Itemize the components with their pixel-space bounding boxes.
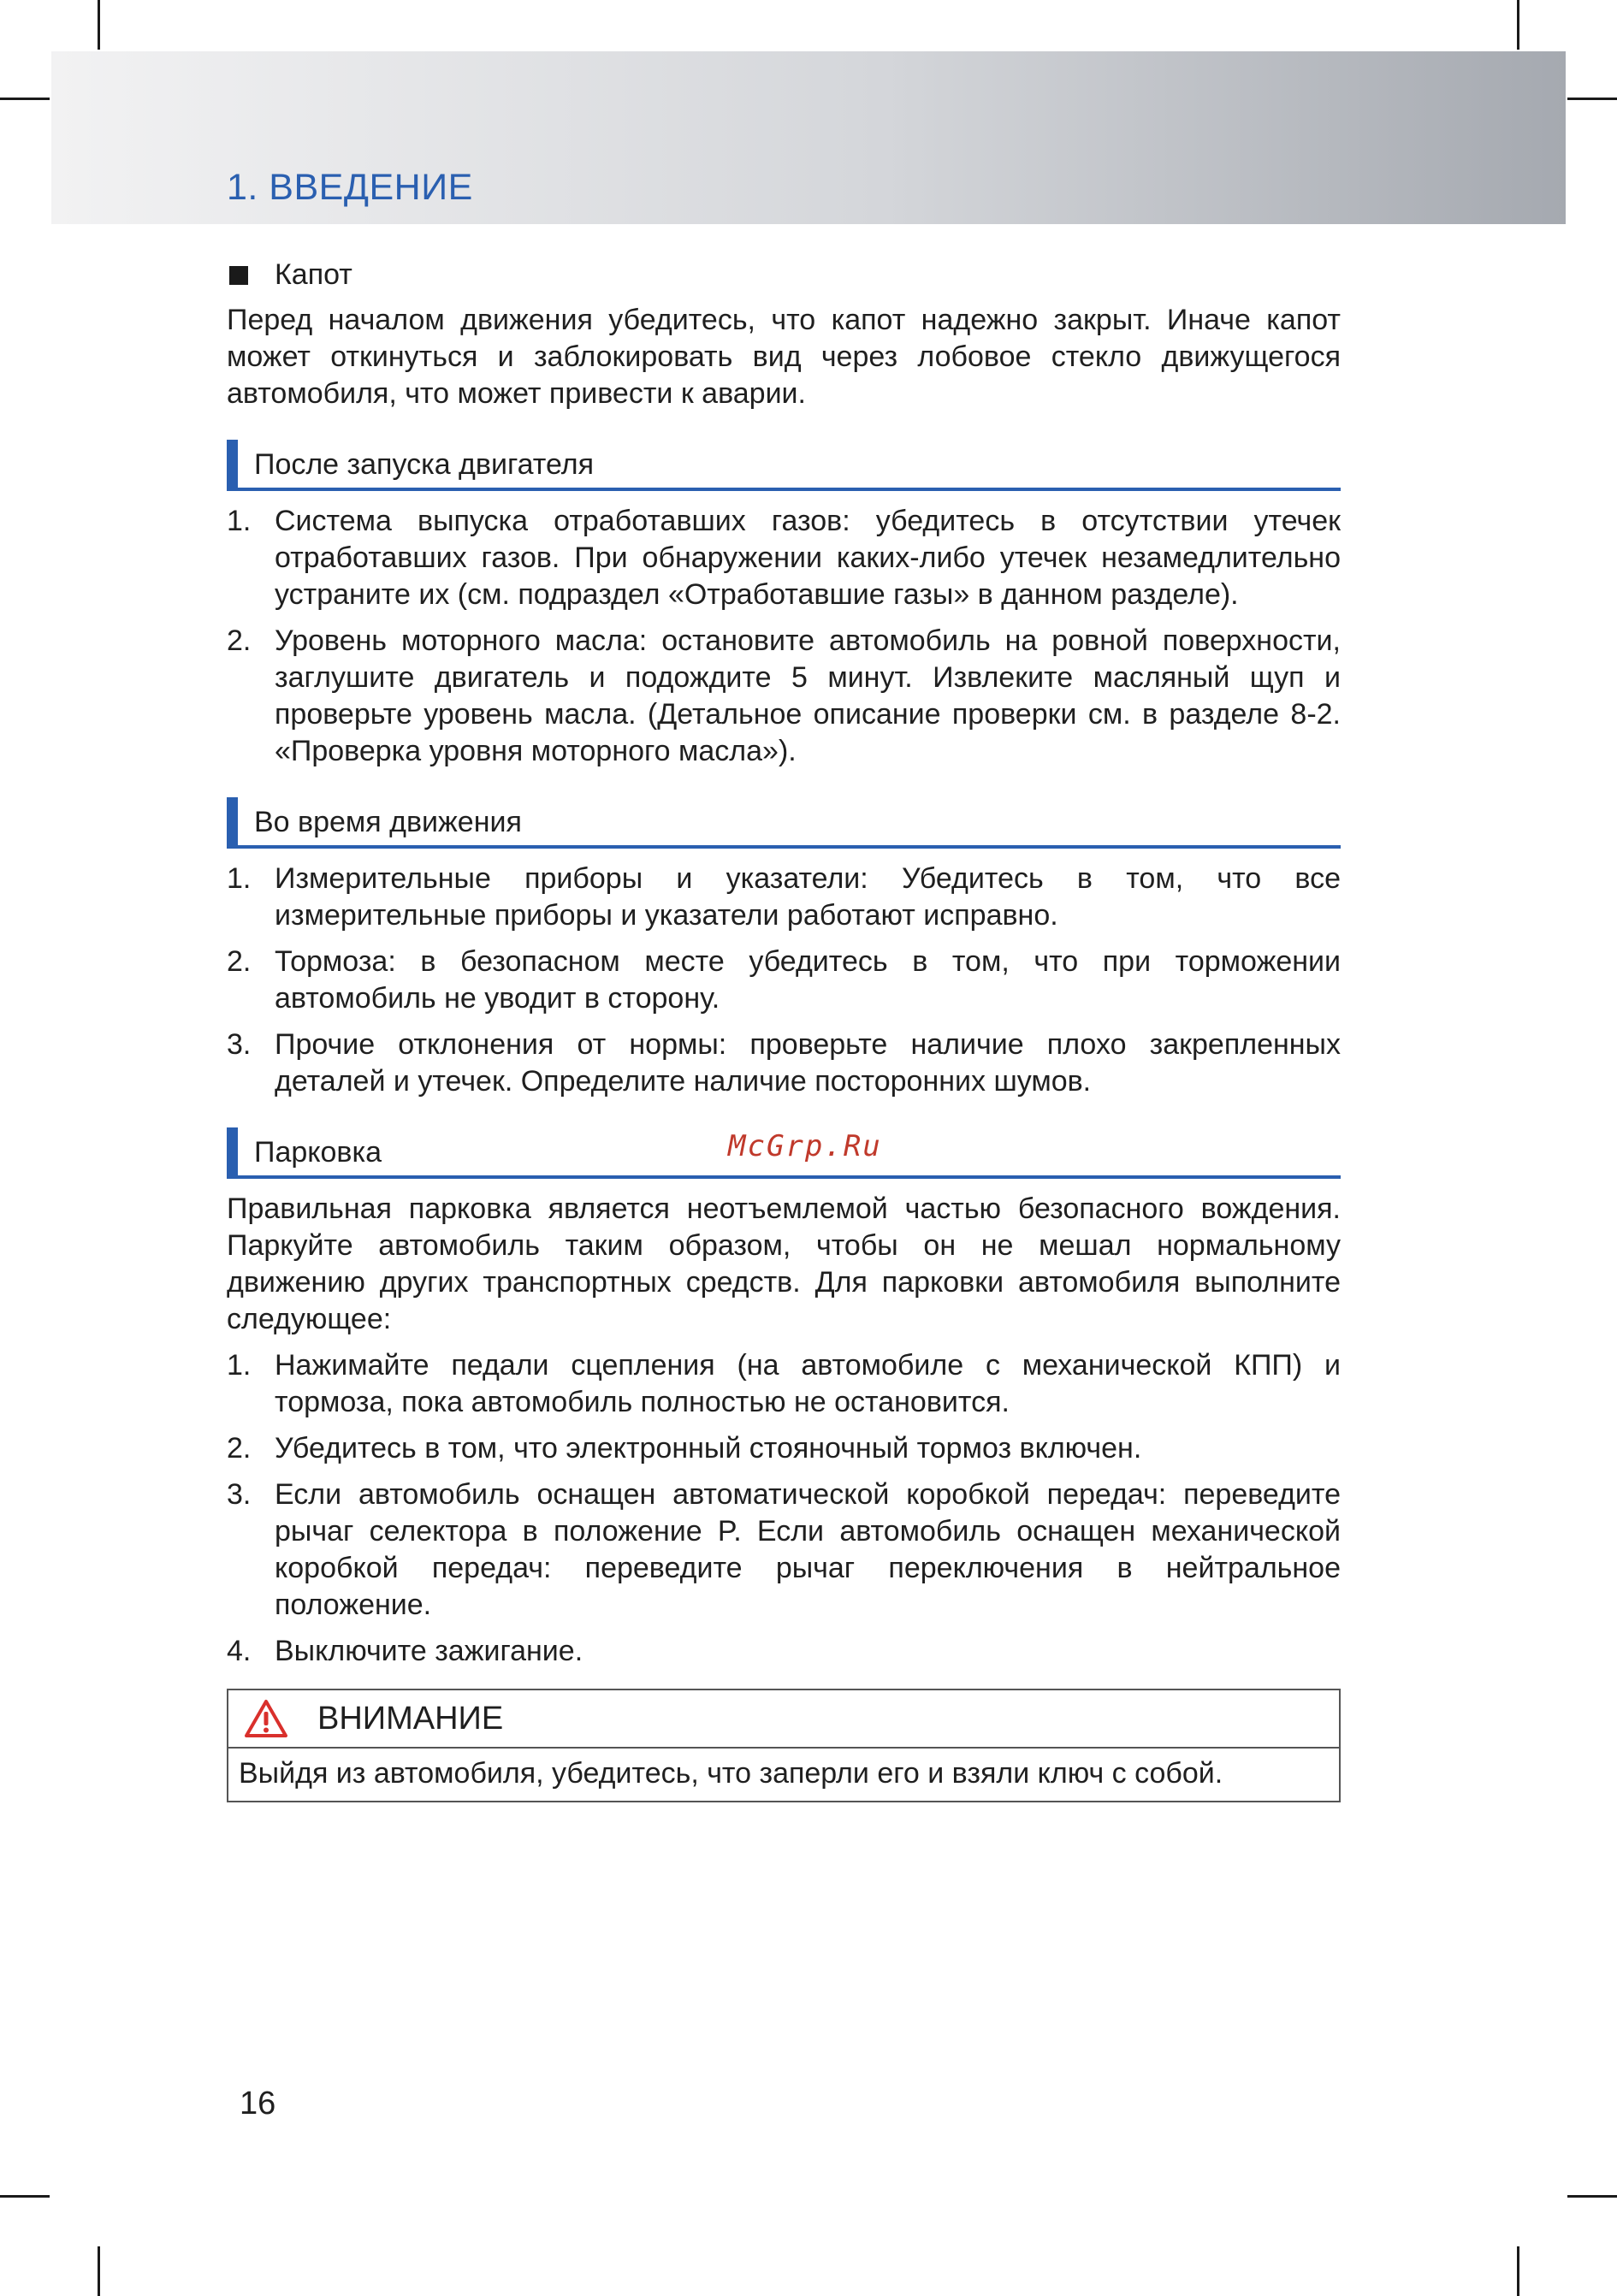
section-marker (227, 440, 238, 489)
driving-list (227, 861, 1341, 1100)
list-text: Нажимайте педали сцепления (на автомобиле с механической КПП) и тормоза, пока автомобиль полностью не остановится. (275, 1349, 1341, 1418)
list-item (227, 861, 1341, 934)
section-header-parking (227, 1127, 1341, 1179)
section-title: Во время движения (254, 806, 522, 838)
list-item (227, 1633, 1341, 1670)
crop-mark (98, 2246, 100, 2296)
list-number: 3. (227, 1028, 252, 1061)
list-number: 1. (227, 862, 252, 895)
section-header-driving (227, 797, 1341, 849)
crop-mark (1567, 2195, 1617, 2198)
section-title: После запуска двигателя (254, 448, 594, 481)
parking-list (227, 1347, 1341, 1670)
list-text: Прочие отклонения от нормы: проверьте наличие плохо закрепленных деталей и утечек. Определите наличие посторонних шумов. (275, 1028, 1341, 1098)
list-number: 1. (227, 505, 252, 537)
list-number: 4. (227, 1635, 252, 1667)
section-header-after-start (227, 440, 1341, 491)
crop-mark (0, 98, 50, 100)
list-number: 1. (227, 1349, 252, 1382)
warning-triangle-icon (244, 1699, 288, 1738)
hood-heading (227, 257, 1341, 293)
section-marker (227, 797, 238, 847)
list-text: Выключите зажигание. (275, 1635, 583, 1667)
list-number: 2. (227, 1432, 252, 1465)
warning-header (228, 1690, 1339, 1749)
section-title: Парковка (254, 1136, 382, 1169)
parking-intro: Правильная парковка является неотъемлемой частью безопасного вождения. Паркуйте автомобиль таким образом, чтобы он не мешал нормальному движению других транспортных средств. Для парковки автомобиля выполните следующее: (227, 1192, 1341, 1335)
list-item (227, 1027, 1341, 1100)
list-item (227, 1476, 1341, 1624)
list-text: Измерительные приборы и указатели: Убедитесь в том, что все измерительные приборы и указатели работают исправно. (275, 862, 1341, 932)
list-text: Если автомобиль оснащен автоматической коробкой передач: переведите рычаг селектора в положение P. Если автомобиль оснащен механической коробкой передач: переведите рычаг переключения в нейтральное положение. (275, 1478, 1341, 1621)
list-number: 2. (227, 624, 252, 657)
list-item (227, 944, 1341, 1017)
after-start-list (227, 503, 1341, 770)
list-item (227, 623, 1341, 770)
page-content (227, 257, 1341, 1802)
warning-title: ВНИМАНИЕ (317, 1700, 504, 1737)
square-bullet-icon (229, 266, 248, 285)
list-number: 2. (227, 945, 252, 978)
watermark: McGrp.Ru (728, 1129, 882, 1163)
warning-text: Выйдя из автомобиля, убедитесь, что заперли его и взяли ключ с собой. (239, 1757, 1223, 1790)
hood-heading-label: Капот (275, 258, 352, 291)
list-text: Тормоза: в безопасном месте убедитесь в том, что при торможении автомобиль не уводит в сторону. (275, 945, 1341, 1015)
crop-mark (1517, 2246, 1519, 2296)
page-number: 16 (240, 2086, 276, 2121)
list-item (227, 1347, 1341, 1421)
hood-paragraph: Перед началом движения убедитесь, что капот надежно закрыт. Иначе капот может откинуться и заблокировать вид через лобовое стекло движущегося автомобиля, что может привести к аварии. (227, 304, 1341, 410)
crop-mark (1567, 98, 1617, 100)
list-text: Уровень моторного масла: остановите автомобиль на ровной поверхности, заглушите двигатель и подождите 5 минут. Извлеките масляный щуп и проверьте уровень масла. (Детальное описание проверки см. в разделе 8-2. «Проверка уровня моторного масла»). (275, 624, 1341, 767)
crop-mark (98, 0, 100, 50)
crop-mark (1517, 0, 1519, 50)
list-item (227, 1430, 1341, 1467)
list-text: Система выпуска отработавших газов: убедитесь в отсутствии утечек отработавших газов. При обнаружении каких-либо утечек незамедлительно устраните их (см. подраздел «Отработавшие газы» в данном разделе). (275, 505, 1341, 611)
list-text: Убедитесь в том, что электронный стояночный тормоз включен. (275, 1432, 1142, 1465)
crop-mark (0, 2195, 50, 2198)
chapter-title: 1. ВВЕДЕНИЕ (227, 167, 473, 208)
list-number: 3. (227, 1478, 252, 1511)
list-item (227, 503, 1341, 613)
warning-box (227, 1689, 1341, 1802)
section-marker (227, 1127, 238, 1177)
